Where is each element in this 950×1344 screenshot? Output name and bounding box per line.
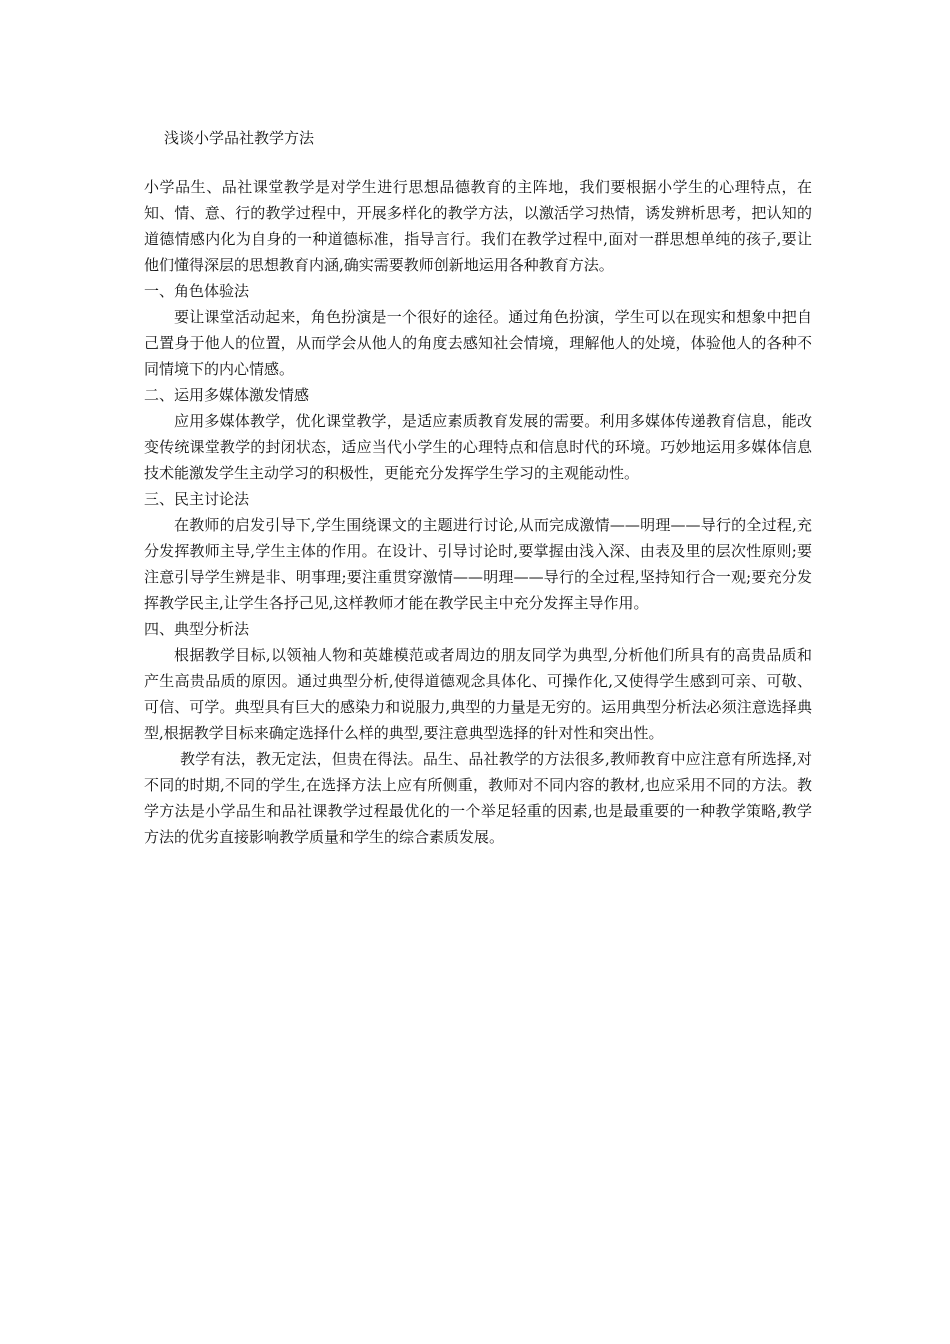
section-heading-role-play: 一、角色体验法 — [144, 282, 250, 300]
section-heading-multimedia: 二、运用多媒体激发情感 — [144, 386, 310, 404]
document-title: 浅谈小学品社教学方法 — [164, 129, 315, 147]
section-body-multimedia: 应用多媒体教学，优化课堂教学，是适应素质教育发展的需要。利用多媒体传递教育信息，能改变传统课堂教学的封闭状态，适应当代小学生的心理特点和信息时代的环境。巧妙地运用多媒体信息技术能激发学生主动学习的积极性，更能充分发挥学生学习的主观能动性。 — [144, 412, 812, 482]
intro-paragraph: 小学品生、品社课堂教学是对学生进行思想品德教育的主阵地，我们要根据小学生的心理特点，在知、情、意、行的教学过程中，开展多样化的教学方法，以激活学习热情，诱发辨析思考，把认知的道德情感内化为自身的一种道德标准，指导言行。我们在教学过程中,面对一群思想单纯的孩子,要让他们懂得深层的思想教育内涵,确实需要教师创新地运用各种教育方法。 — [144, 178, 812, 274]
section-heading-typical-analysis: 四、典型分析法 — [144, 620, 250, 638]
section-body-discussion: 在教师的启发引导下,学生围绕课文的主题进行讨论,从而完成激情——明理——导行的全过程,充分发挥教师主导,学生主体的作用。在设计、引导讨论时,要掌握由浅入深、由表及里的层次性原则;要注意引导学生辨是非、明事理;要注重贯穿激情——明理——导行的全过程,坚持知行合一观;要充分发挥教学民主,让学生各抒己见,这样教师才能在教学民主中充分发挥主导作用。 — [144, 516, 812, 612]
section-heading-discussion: 三、民主讨论法 — [144, 490, 250, 508]
section-body-typical-analysis: 根据教学目标,以领袖人物和英雄模范或者周边的朋友同学为典型,分析他们所具有的高贵品质和产生高贵品质的原因。通过典型分析,使得道德观念具体化、可操作化,又使得学生感到可亲、可敬、可信、可学。典型具有巨大的感染力和说服力,典型的力量是无穷的。运用典型分析法必须注意选择典型,根据教学目标来确定选择什么样的典型,要注意典型选择的针对性和突出性。 — [144, 646, 812, 742]
document-page — [144, 125, 812, 850]
section-body-role-play: 要让课堂活动起来，角色扮演是一个很好的途径。通过角色扮演，学生可以在现实和想象中把自己置身于他人的位置，从而学会从他人的角度去感知社会情境，理解他人的处境，体验他人的各种不同情境下的内心情感。 — [144, 308, 812, 378]
conclusion-paragraph: 教学有法，教无定法，但贵在得法。品生、品社教学的方法很多,教师教育中应注意有所选择,对不同的时期,不同的学生,在选择方法上应有所侧重，教师对不同内容的教材,也应采用不同的方法。教学方法是小学品生和品社课教学过程最优化的一个举足轻重的因素,也是最重要的一种教学策略,教学方法的优劣直接影响教学质量和学生的综合素质发展。 — [144, 750, 812, 846]
